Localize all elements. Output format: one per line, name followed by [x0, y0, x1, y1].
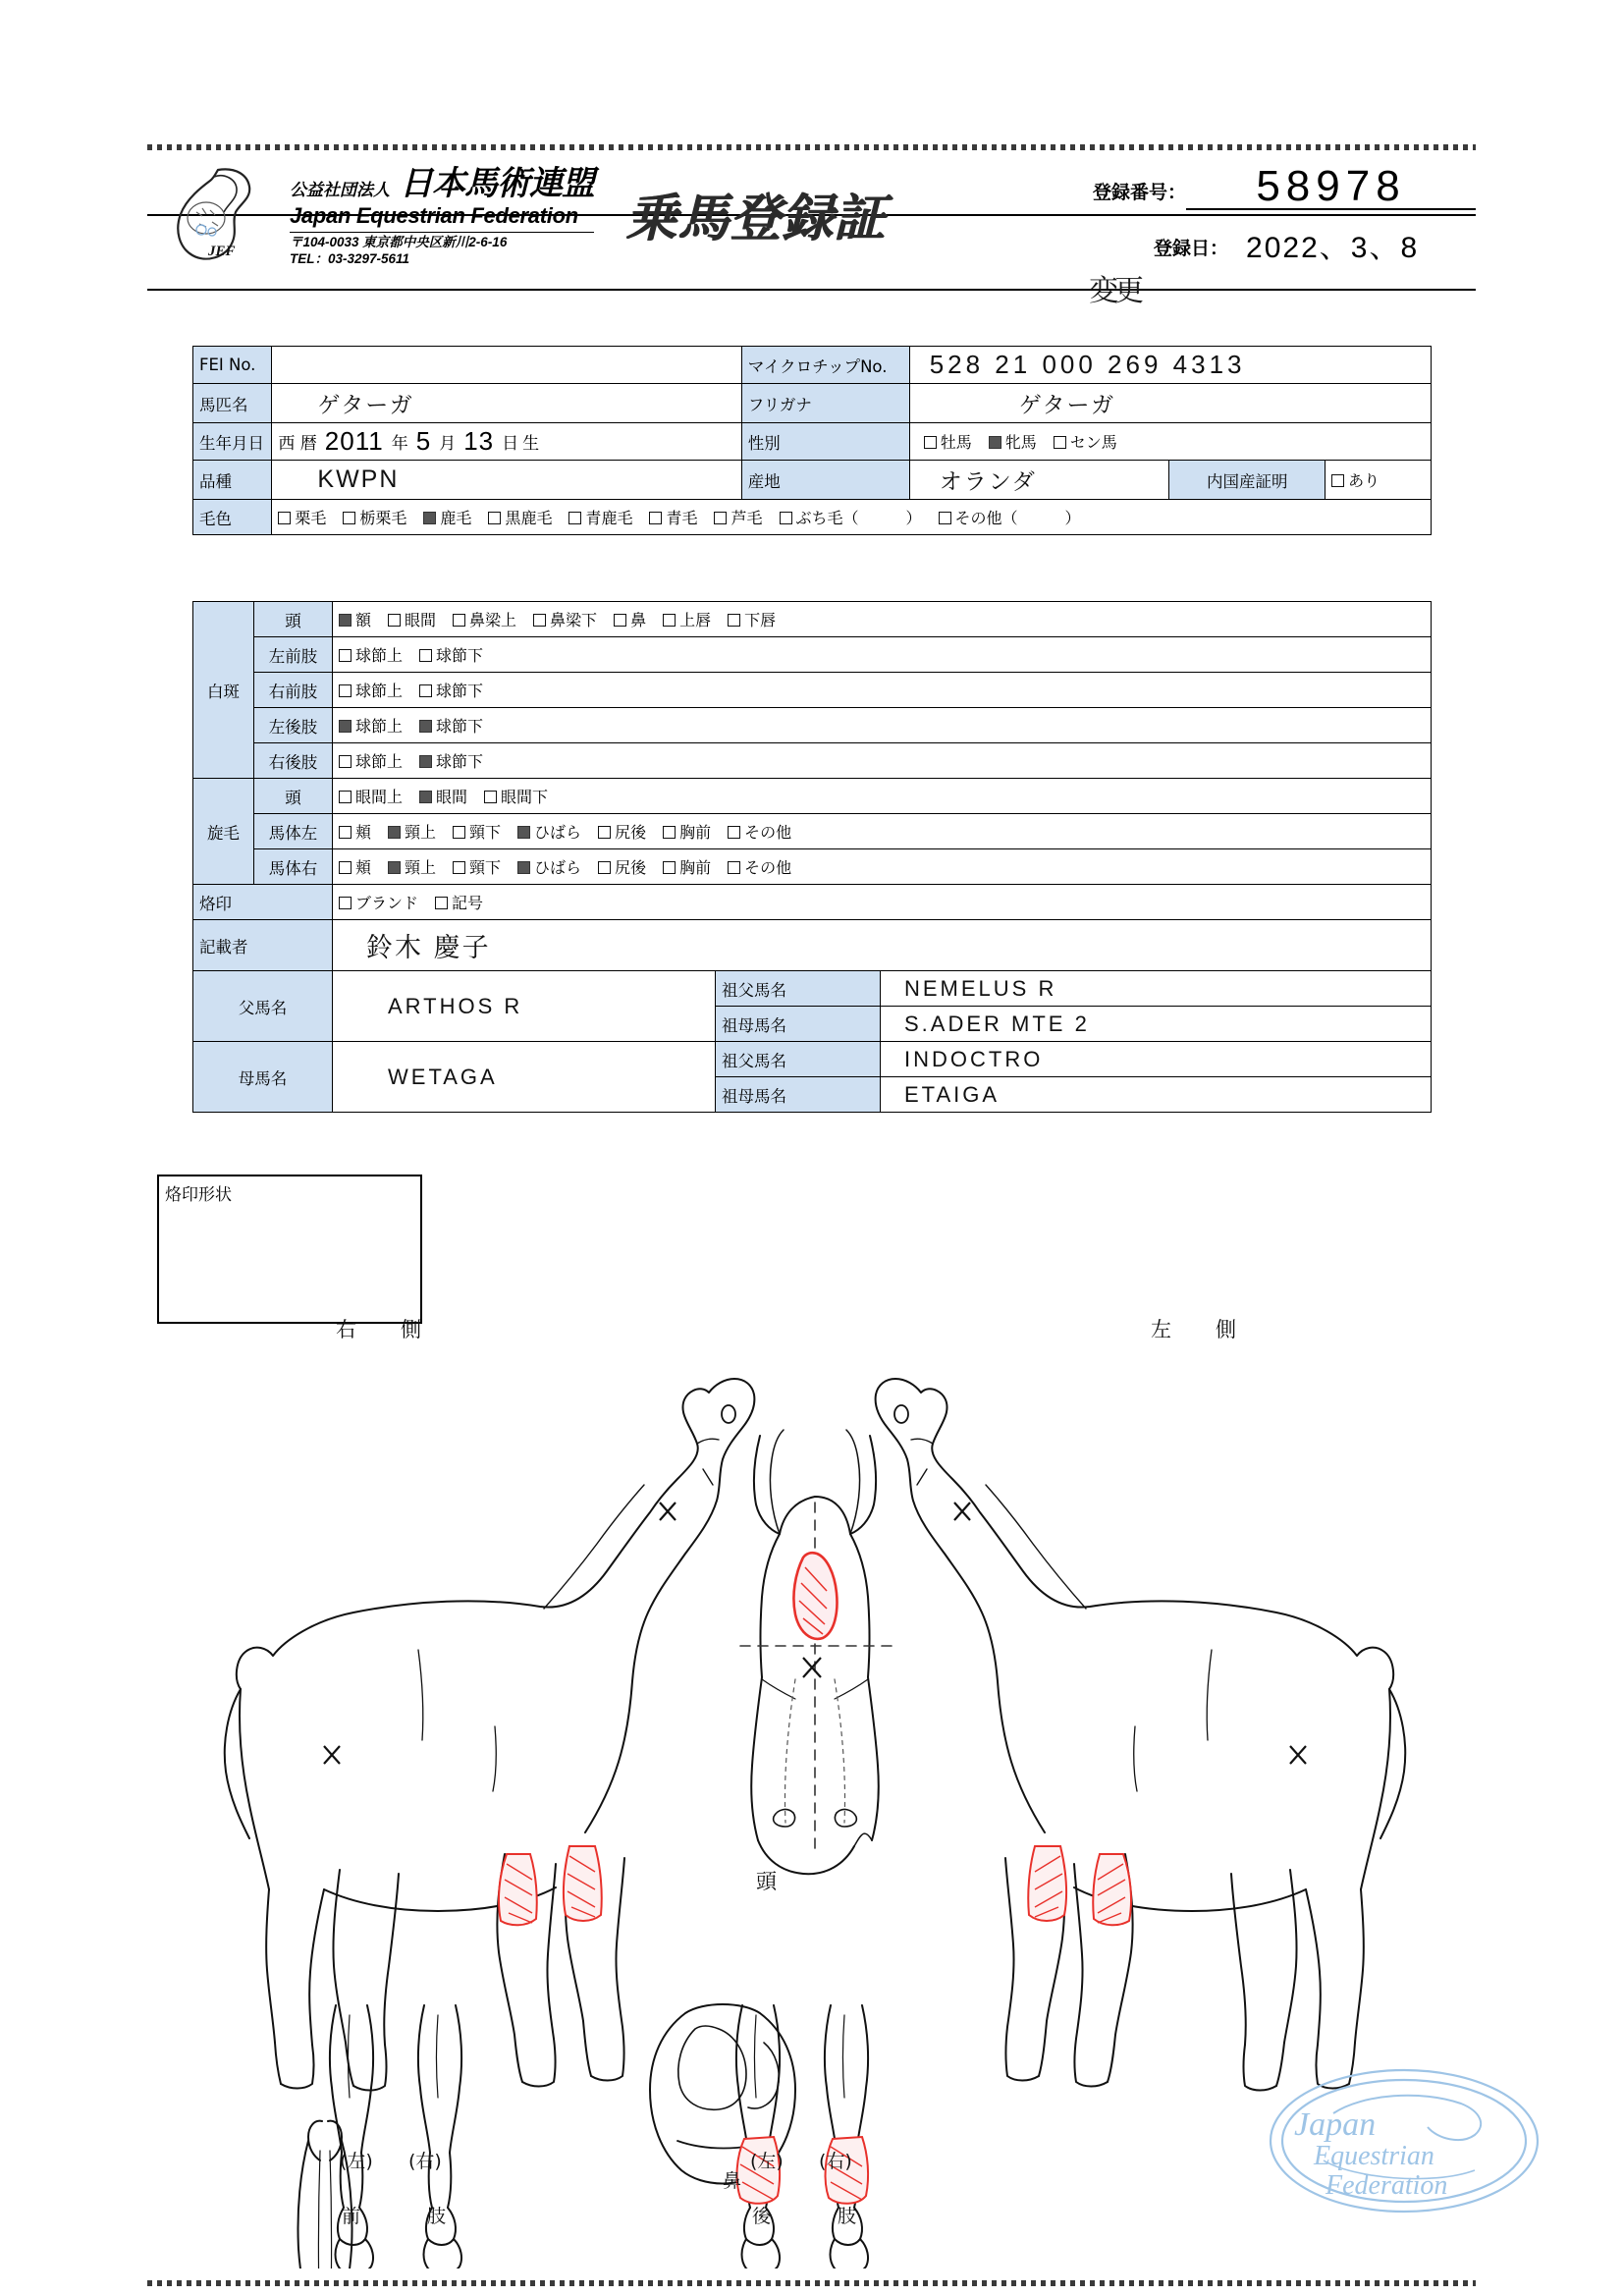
birth-day-unit: 日 [502, 434, 519, 454]
checkbox-unchecked[interactable] [663, 861, 676, 874]
org-tel: TEL：03-3297-5611 [290, 250, 410, 266]
option-label: セン馬 [1069, 433, 1117, 452]
fei-label: FEI No. [193, 347, 272, 384]
whorl-2-opt-1[interactable] [388, 855, 436, 878]
option-label: 胸前 [679, 823, 712, 842]
recorder-value[interactable]: 鈴木 慶子 [333, 920, 1432, 971]
hind-limbs-label: 後 肢 [752, 2206, 867, 2227]
whorl-1-opt-6[interactable] [728, 820, 791, 843]
checkbox-checked[interactable] [989, 436, 1001, 449]
birthdate-label: 生年月日 [193, 423, 272, 461]
option-label: ひばら [534, 823, 582, 842]
whorl-part-1: 馬体左 [254, 814, 333, 849]
page-title: 乗馬登録証 [625, 190, 887, 248]
whorl-options-1[interactable] [333, 814, 1432, 849]
registration-number-field [1186, 162, 1476, 210]
option-label: 尻後 [615, 823, 647, 842]
svg-text:JEF: JEF [208, 244, 236, 259]
checkbox-checked[interactable] [517, 861, 530, 874]
option-label: 眼間 [436, 788, 468, 806]
whorl-0-opt-2[interactable] [484, 785, 548, 807]
front-right-label: (右) [408, 2151, 442, 2172]
sire-grandsire-label: 祖父馬名 [716, 971, 881, 1007]
whorl-0-opt-1[interactable] [419, 785, 467, 807]
checkbox-checked[interactable] [339, 614, 352, 627]
white-mark-row-3 [193, 708, 1432, 743]
checkbox-unchecked[interactable] [939, 512, 951, 524]
checkbox-unchecked[interactable] [453, 826, 465, 839]
whorl-1-opt-2[interactable] [453, 820, 501, 843]
white-mark-row-4 [193, 743, 1432, 779]
option-label: 牝馬 [1004, 433, 1037, 452]
birth-month: 5 [415, 426, 432, 456]
white-mark-row-0 [193, 602, 1432, 637]
coat-color-label: 毛色 [193, 500, 272, 535]
option-label: 球節上 [355, 682, 404, 700]
birth-year-unit: 年 [391, 434, 408, 454]
white-mark-3-opt-0[interactable] [339, 714, 403, 737]
checkbox-unchecked[interactable] [419, 649, 432, 662]
checkbox-unchecked[interactable] [728, 826, 740, 839]
option-label: その他 [744, 858, 792, 877]
whorl-1-opt-4[interactable] [598, 820, 646, 843]
jef-logo-icon [167, 165, 275, 268]
checkbox-unchecked[interactable] [343, 512, 355, 524]
option-label: 頸上 [405, 858, 437, 877]
breed-label: 品種 [193, 461, 272, 500]
white-mark-options-2[interactable] [333, 673, 1432, 708]
brand-options[interactable] [333, 885, 1432, 920]
option-label: ぶち毛（ ） [795, 509, 922, 527]
white-mark-options-4[interactable] [333, 743, 1432, 779]
furigana-value[interactable]: ゲターガ [909, 384, 1431, 423]
coat-option-1[interactable] [343, 506, 406, 528]
whorl-options-0[interactable] [333, 779, 1432, 814]
option-label: 額 [355, 611, 372, 629]
option-label: 栗毛 [295, 509, 327, 527]
whorl-0-opt-0[interactable] [339, 785, 403, 807]
option-label: 記号 [452, 894, 484, 912]
sire-grandsire-value[interactable]: NEMELUS R [881, 971, 1432, 1007]
option-label: 球節上 [355, 752, 404, 771]
checkbox-checked[interactable] [339, 720, 352, 733]
checkbox-unchecked[interactable] [728, 861, 740, 874]
option-label: 鼻梁下 [550, 611, 598, 629]
whorl-1-opt-0[interactable] [339, 820, 371, 843]
horse-name-value[interactable]: ゲターガ [272, 384, 741, 423]
birth-suffix: 生 [522, 434, 540, 454]
option-label: 球節下 [436, 717, 484, 736]
option-label: 下唇 [744, 611, 777, 629]
seal-text-federation: Federation [1325, 2170, 1448, 2201]
option-label: 眼間 [405, 611, 437, 629]
checkbox-unchecked[interactable] [780, 512, 792, 524]
registration-block [1089, 162, 1476, 308]
checkbox-unchecked[interactable] [568, 512, 581, 524]
horse-diagram [147, 1267, 1483, 2269]
option-label: 頸下 [469, 823, 502, 842]
sex-option-2[interactable] [1054, 430, 1117, 453]
front-limbs-label: 前 肢 [342, 2206, 457, 2227]
checkbox-unchecked[interactable] [924, 436, 937, 449]
horse-details-table [192, 346, 1432, 535]
horse-name-label: 馬匹名 [193, 384, 272, 423]
checkbox-unchecked[interactable] [339, 897, 352, 909]
dam-granddam-value[interactable]: ETAIGA [881, 1077, 1432, 1113]
option-label: 球節下 [436, 682, 484, 700]
coat-color-options[interactable] [272, 500, 1432, 535]
whorl-row-0 [193, 779, 1432, 814]
sire-granddam-value[interactable]: S.ADER MTE 2 [881, 1007, 1432, 1042]
sex-option-0[interactable] [924, 430, 972, 453]
org-type-label: 公益社団法人 [290, 181, 390, 200]
coat-option-2[interactable] [423, 506, 471, 528]
brand-shape-label: 烙印形状 [165, 1185, 232, 1205]
checkbox-unchecked[interactable] [453, 614, 465, 627]
coat-option-6[interactable] [714, 506, 762, 528]
recorder-row [193, 920, 1432, 971]
sire-value[interactable]: ARTHOS R [333, 971, 716, 1042]
white-marking-label: 白斑 [193, 602, 254, 779]
table-row-fei [193, 347, 1432, 384]
checkbox-unchecked[interactable] [1331, 474, 1344, 487]
checkbox-checked[interactable] [517, 826, 530, 839]
table-row-breed-origin [193, 461, 1432, 500]
federation-identity [290, 164, 594, 268]
whorl-1-opt-5[interactable] [663, 820, 711, 843]
white-mark-part-3: 左後肢 [254, 708, 333, 743]
checkbox-unchecked[interactable] [453, 861, 465, 874]
white-mark-1-opt-1[interactable] [419, 643, 483, 666]
option-label: 頸上 [405, 823, 437, 842]
checkbox-unchecked[interactable] [598, 826, 611, 839]
checkbox-unchecked[interactable] [663, 826, 676, 839]
table-row-horse-name [193, 384, 1432, 423]
document-header [147, 162, 1476, 308]
white-mark-4-opt-1[interactable] [419, 749, 483, 772]
option-label: 眼間上 [355, 788, 404, 806]
white-mark-options-1[interactable] [333, 637, 1432, 673]
sex-option-1[interactable] [989, 430, 1037, 453]
brand-label: 烙印 [193, 885, 333, 920]
checkbox-checked[interactable] [388, 861, 401, 874]
option-label: 球節下 [436, 752, 484, 771]
microchip-label: マイクロチップNo. [741, 347, 909, 384]
checkbox-unchecked[interactable] [339, 649, 352, 662]
white-mark-2-opt-1[interactable] [419, 679, 483, 701]
whorl-part-2: 馬体右 [254, 849, 333, 885]
option-label: 鼻 [630, 611, 647, 629]
recorder-label: 記載者 [193, 920, 333, 971]
white-mark-0-opt-4[interactable] [614, 608, 646, 630]
white-mark-row-1 [193, 637, 1432, 673]
pedigree-sire-row-1 [193, 971, 1432, 1007]
checkbox-checked[interactable] [423, 512, 436, 524]
domestic-certificate-option[interactable] [1325, 461, 1432, 500]
option-label: 球節上 [355, 646, 404, 665]
option-label: その他（ ） [954, 509, 1081, 527]
white-mark-options-0[interactable] [333, 602, 1432, 637]
option-label: 黒鹿毛 [505, 509, 553, 527]
white-mark-0-opt-0[interactable] [339, 608, 371, 630]
dam-granddam-label: 祖母馬名 [716, 1077, 881, 1113]
coat-option-5[interactable] [649, 506, 697, 528]
whorl-1-opt-1[interactable] [388, 820, 436, 843]
table-row-coat-color [193, 500, 1432, 535]
checkbox-unchecked[interactable] [728, 614, 740, 627]
checkbox-unchecked[interactable] [339, 684, 352, 697]
registration-date-value: 2022、3、8 [1246, 232, 1420, 264]
registration-number-value: 58978 [1256, 162, 1406, 210]
whorl-row-2 [193, 849, 1432, 885]
white-mark-0-opt-2[interactable] [453, 608, 516, 630]
era-prefix: 西 暦 [278, 434, 317, 454]
table-row-birth-sex [193, 423, 1432, 461]
right-side-label: 右 側 [336, 1318, 433, 1341]
white-mark-4-opt-0[interactable] [339, 749, 403, 772]
option-label: ひばら [534, 858, 582, 877]
whorl-2-opt-0[interactable] [339, 855, 371, 878]
coat-option-4[interactable] [568, 506, 632, 528]
birthdate-value[interactable] [272, 423, 741, 461]
option-label: 球節上 [355, 717, 404, 736]
brand-opt-1[interactable] [435, 891, 483, 913]
whorl-2-opt-2[interactable] [453, 855, 501, 878]
checkbox-unchecked[interactable] [419, 684, 432, 697]
checkbox-unchecked[interactable] [435, 897, 448, 909]
whorl-options-2[interactable] [333, 849, 1432, 885]
birth-month-unit: 月 [439, 434, 457, 454]
option-label: ブランド [355, 894, 419, 912]
option-label: 鹿毛 [440, 509, 472, 527]
furigana-label: フリガナ [741, 384, 909, 423]
coat-option-8[interactable] [939, 506, 1081, 528]
front-left-label: (左) [340, 2151, 373, 2172]
white-mark-part-0: 頭 [254, 602, 333, 637]
fei-value[interactable] [272, 347, 741, 384]
markings-and-pedigree-table [192, 601, 1432, 1113]
hind-left-label: (左) [750, 2151, 784, 2172]
domestic-option[interactable] [1331, 468, 1380, 491]
org-name-en: Japan Equestrian Federation [290, 203, 578, 228]
registration-date-label: 登録日： [1154, 238, 1229, 259]
checkbox-unchecked[interactable] [339, 826, 352, 839]
dam-grandsire-label: 祖父馬名 [716, 1042, 881, 1077]
checkbox-unchecked[interactable] [663, 614, 676, 627]
option-label: 青鹿毛 [585, 509, 633, 527]
white-mark-row-2 [193, 673, 1432, 708]
brand-row [193, 885, 1432, 920]
origin-label: 産地 [741, 461, 909, 500]
change-stamp: 変更 [1089, 274, 1140, 308]
seal-text-equestrian: Equestrian [1314, 2141, 1434, 2171]
checkbox-unchecked[interactable] [614, 614, 626, 627]
white-mark-part-4: 右後肢 [254, 743, 333, 779]
checkbox-unchecked[interactable] [714, 512, 727, 524]
option-label: 頸下 [469, 858, 502, 877]
perforation-line-top [147, 144, 1476, 150]
whorl-row-1 [193, 814, 1432, 849]
whorl-1-opt-3[interactable] [517, 820, 581, 843]
birth-year: 2011 [324, 426, 384, 456]
perforation-line-bottom [147, 2280, 1476, 2286]
checkbox-unchecked[interactable] [1054, 436, 1066, 449]
microchip-value[interactable]: 528 21 000 269 4313 [909, 347, 1431, 384]
checkbox-unchecked[interactable] [488, 512, 501, 524]
checkbox-checked[interactable] [388, 826, 401, 839]
whorl-2-opt-4[interactable] [598, 855, 646, 878]
checkbox-unchecked[interactable] [339, 861, 352, 874]
org-name-jp: 日本馬術連盟 [400, 164, 594, 203]
pedigree-dam-row-1 [193, 1042, 1432, 1077]
coat-option-3[interactable] [488, 506, 552, 528]
whorl-part-0: 頭 [254, 779, 333, 814]
option-label: 青毛 [666, 509, 698, 527]
white-mark-3-opt-1[interactable] [419, 714, 483, 737]
white-mark-options-3[interactable] [333, 708, 1432, 743]
registration-number-label: 登録番号： [1093, 182, 1187, 203]
checkbox-unchecked[interactable] [484, 791, 497, 803]
option-label: 牡馬 [940, 433, 972, 452]
checkbox-unchecked[interactable] [278, 512, 291, 524]
coat-option-7[interactable] [780, 506, 922, 528]
domestic-certificate-label: 内国産証明 [1169, 461, 1325, 500]
birth-day: 13 [463, 426, 495, 456]
sex-options[interactable] [909, 423, 1431, 461]
checkbox-unchecked[interactable] [339, 791, 352, 803]
origin-value[interactable]: オランダ [909, 461, 1169, 500]
whorl-2-opt-5[interactable] [663, 855, 711, 878]
org-address: 〒104-0033 東京都中央区新川2-6-16 [290, 235, 508, 249]
whorl-2-opt-6[interactable] [728, 855, 791, 878]
horse-outline-drawing [147, 1267, 1483, 2269]
white-mark-part-1: 左前肢 [254, 637, 333, 673]
option-label: 栃栗毛 [359, 509, 407, 527]
checkbox-unchecked[interactable] [388, 614, 401, 627]
option-label: 頬 [355, 823, 372, 842]
white-mark-0-opt-5[interactable] [663, 608, 711, 630]
checkbox-unchecked[interactable] [533, 614, 546, 627]
head-label: 頭 [756, 1870, 777, 1893]
option-label: 芦毛 [730, 509, 763, 527]
nose-label: 鼻 [723, 2170, 742, 2192]
option-label: その他 [744, 823, 792, 842]
dam-value[interactable]: WETAGA [333, 1042, 716, 1113]
hind-right-label: (右) [819, 2151, 852, 2172]
org-address-block [290, 232, 594, 268]
whorl-2-opt-3[interactable] [517, 855, 581, 878]
checkbox-checked[interactable] [419, 755, 432, 768]
option-label: 尻後 [615, 858, 647, 877]
white-mark-part-2: 右前肢 [254, 673, 333, 708]
dam-label: 母馬名 [193, 1042, 333, 1113]
checkbox-unchecked[interactable] [598, 861, 611, 874]
option-label: 球節下 [436, 646, 484, 665]
breed-value[interactable]: KWPN [272, 461, 741, 500]
option-label: 上唇 [679, 611, 712, 629]
white-mark-0-opt-1[interactable] [388, 608, 436, 630]
checkbox-checked[interactable] [419, 791, 432, 803]
header-rule-2 [147, 289, 1476, 291]
white-mark-0-opt-6[interactable] [728, 608, 776, 630]
sex-label: 性別 [741, 423, 909, 461]
sire-label: 父馬名 [193, 971, 333, 1042]
option-label: 眼間下 [501, 788, 549, 806]
seal-text-japan: Japan [1294, 2106, 1377, 2143]
option-label: 鼻梁上 [469, 611, 517, 629]
left-side-label: 左 側 [1151, 1318, 1248, 1341]
checkbox-unchecked[interactable] [339, 755, 352, 768]
coat-option-0[interactable] [278, 506, 326, 528]
white-mark-2-opt-0[interactable] [339, 679, 403, 701]
option-label: あり [1348, 471, 1380, 490]
checkbox-unchecked[interactable] [649, 512, 662, 524]
sire-granddam-label: 祖母馬名 [716, 1007, 881, 1042]
dam-grandsire-value[interactable]: INDOCTRO [881, 1042, 1432, 1077]
white-mark-1-opt-0[interactable] [339, 643, 403, 666]
brand-opt-0[interactable] [339, 891, 418, 913]
white-mark-0-opt-3[interactable] [533, 608, 597, 630]
checkbox-checked[interactable] [419, 720, 432, 733]
option-label: 胸前 [679, 858, 712, 877]
option-label: 頬 [355, 858, 372, 877]
whorl-label: 旋毛 [193, 779, 254, 885]
